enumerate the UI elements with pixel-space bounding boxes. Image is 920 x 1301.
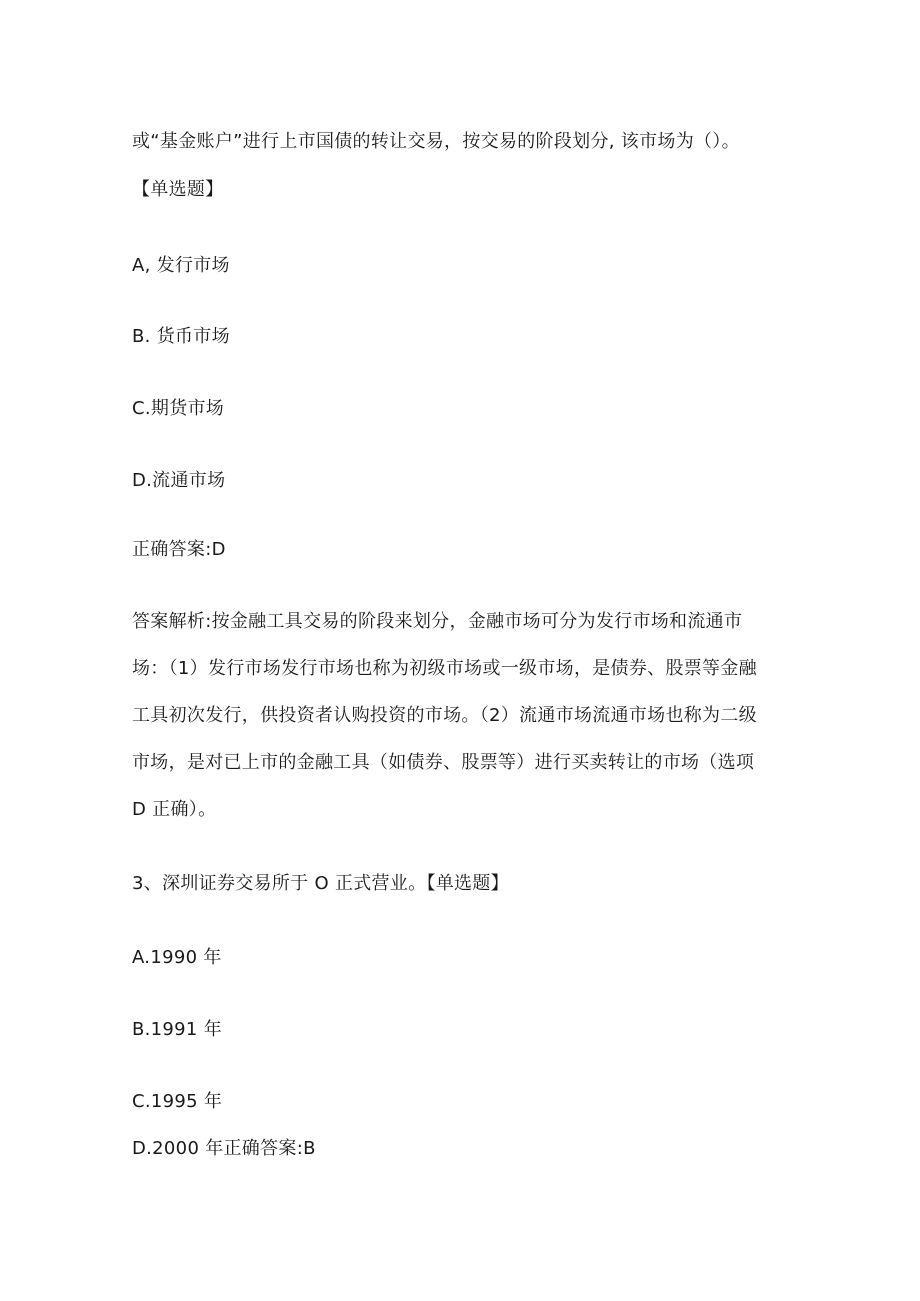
question-3-option-a: A.1990 年 — [132, 947, 222, 968]
question-2-explanation — [132, 610, 792, 845]
explanation-line: 工具初次发行，供投资者认购投资的市场。（2）流通市场流通市场也称为二级 — [132, 705, 757, 726]
question-2-type: 【单选题】 — [132, 179, 224, 200]
question-2-option-d: D.流通市场 — [132, 470, 226, 491]
explanation-line: 答案解析:按金融工具交易的阶段来划分，金融市场可分为发行市场和流通市 — [132, 611, 743, 632]
question-2-stem: 或“基金账户”进行上市国债的转让交易，按交易的阶段划分, 该市场为（）。 — [132, 131, 740, 152]
explanation-line: 场：（1）发行市场发行市场也称为初级市场或一级市场，是债券、股票等金融 — [132, 658, 757, 679]
question-3-option-c: C.1995 年 — [132, 1091, 223, 1112]
question-2-option-c: C.期货市场 — [132, 398, 225, 419]
question-3-option-b: B.1991 年 — [132, 1019, 223, 1040]
explanation-line: D 正确）。 — [132, 799, 217, 820]
question-2-option-b: B. 货币市场 — [132, 326, 230, 347]
explanation-line: 市场，是对已上市的金融工具（如债券、股票等）进行买卖转让的市场（选项 — [132, 752, 755, 773]
question-2-option-a: A, 发行市场 — [132, 255, 230, 276]
question-3-option-d-and-answer: D.2000 年正确答案:B — [132, 1138, 316, 1159]
question-3-stem: 3、深圳证券交易所于 O 正式营业。【单选题】 — [132, 873, 509, 894]
question-2-answer: 正确答案:D — [132, 539, 226, 560]
